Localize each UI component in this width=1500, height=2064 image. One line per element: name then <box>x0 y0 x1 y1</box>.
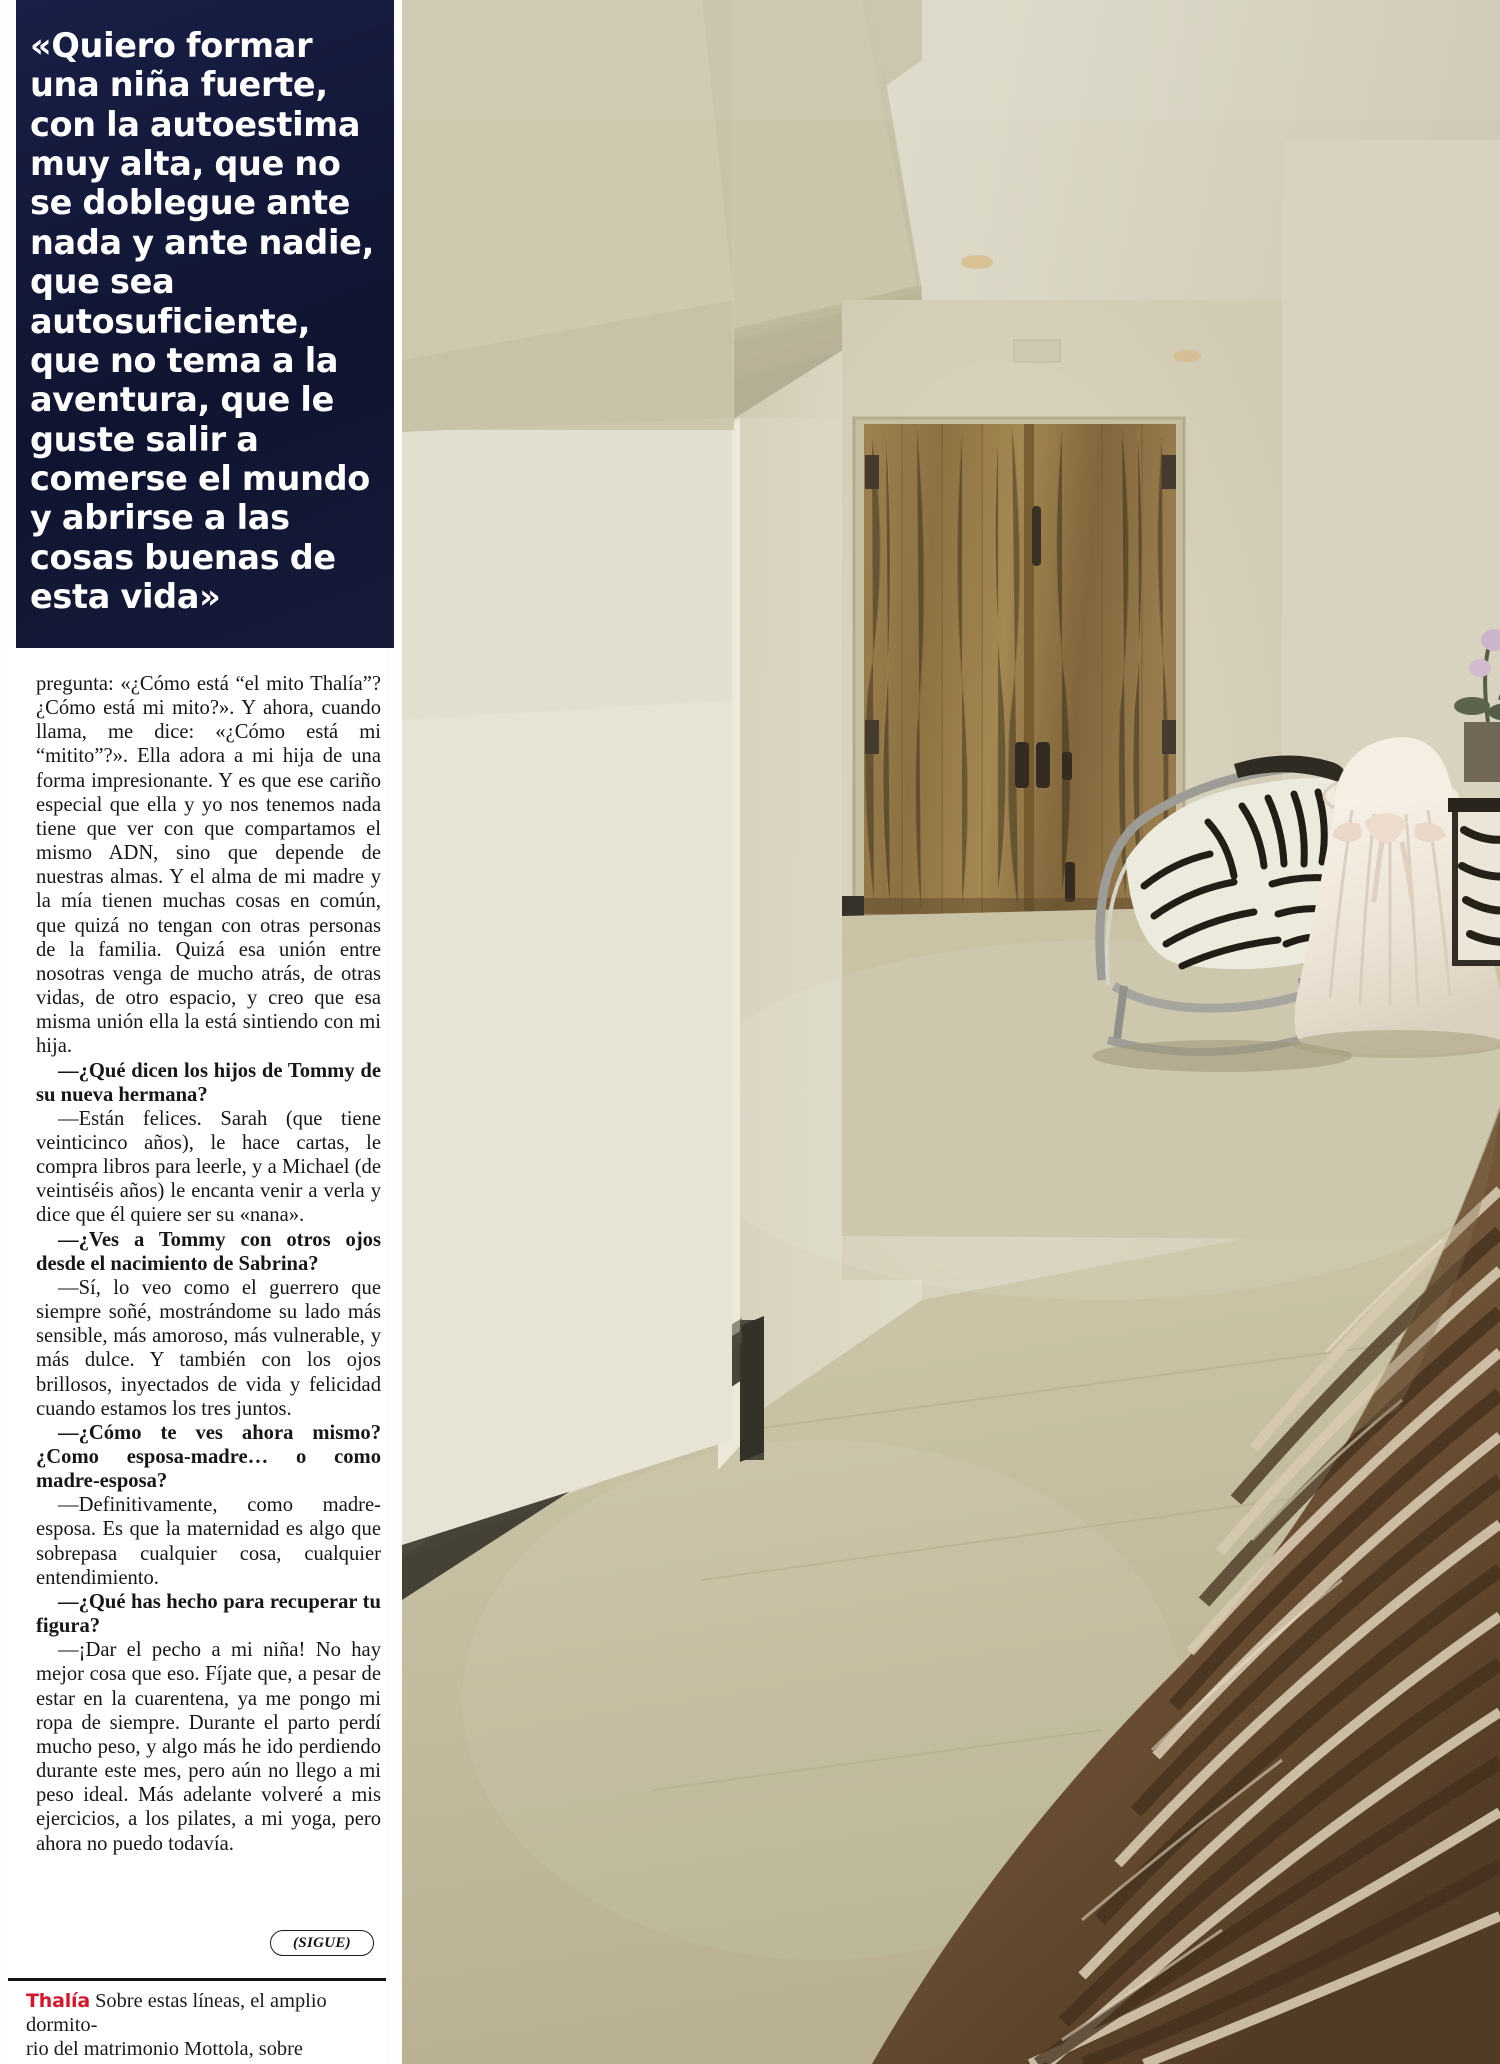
continues-badge <box>270 1930 374 1956</box>
left-text-column <box>8 0 386 2064</box>
interview-answer-3: —Definitivamente, como madre-esposa. Es que la maternidad es algo que sobrepasa cualquier cosa, cualquier entendimiento. <box>36 1494 381 1589</box>
interview-question-2: —¿Ves a Tommy con otros ojos desde el nacimiento de Sabrina? <box>36 1228 381 1275</box>
interview-answer-2: —Sí, lo veo como el guerrero que siempre soñé, mostrándome su lado más sensible, más amoroso, más vulnerable, y más dulce. Y también con los ojos brillosos, inyectados de vida y felicidad cuando estamos los tres juntos. <box>36 1276 381 1420</box>
photo-caption <box>26 1990 378 2062</box>
column-divider-rule <box>8 1978 386 1981</box>
article-body <box>36 672 381 1972</box>
interview-answer-1: —Están felices. Sarah (que tiene veinticinco años), le hace cartas, le compra libros para leerle, y a Michael (de veintiséis años) le encanta venir a verla y dice que él quiere ser su «nana». <box>36 1107 381 1227</box>
bedroom-interior-photo <box>402 0 1500 2064</box>
interview-question-4: —¿Qué has hecho para recuperar tu figura? <box>36 1590 381 1638</box>
pull-quote-box <box>16 0 394 648</box>
caption-line-1 <box>26 1990 378 2038</box>
continues-label: (SIGUE) <box>293 1934 351 1951</box>
interview-question-1: —¿Qué dicen los hijos de Tommy de su nueva hermana? <box>36 1059 381 1106</box>
interview-question-3: —¿Cómo te ves ahora mismo? ¿Como esposa-madre… o como madre-esposa? <box>36 1421 381 1493</box>
caption-brand: Thalía <box>26 1990 90 2012</box>
caption-text-1: Sobre estas líneas, el amplio dormito- <box>26 1990 327 2036</box>
caption-line-2: rio del matrimonio Mottola, sobre <box>26 2037 303 2060</box>
interview-answer-4: —¡Dar el pecho a mi niña! No hay mejor cosa que eso. Fíjate que, a pesar de estar en la cuarentena, ya me pongo mi ropa de siempre. Durante el parto perdí mucho peso, y algo más he ido perdiendo durante este mes, pero aún no llego a mi peso ideal. Más adelante volveré a mis ejercicios, a los pilates, a mi yoga, pero ahora no puedo todavía. <box>36 1639 381 1855</box>
body-paragraph-1: pregunta: «¿Cómo está “el mito Thalía”? ¿Cómo está mi mito?». Y ahora, cuando llama, me dice: «¿Cómo está mi “mitito”?». Ella adora a mi hija de una forma impresionante. Y es que ese cariño especial que ella y yo nos tenemos nada tiene que ver con que compartamos el mismo ADN, sino que depende de nuestras almas. Y el alma de mi madre y la mía tienen muchas cosas en común, que quizá no tengan con otras personas de la familia. Quizá esa unión entre nosotras venga de mucho atrás, de otras vidas, de otro espacio, y creo que esa misma unión ella la está sintiendo con mi hija. <box>36 673 381 1058</box>
pull-quote-text: «Quiero formar una niña fuerte, con la autoestima muy alta, que no se doblegue ante nada y ante nadie, que sea autosuficiente, que no tema a la aventura, que le guste salir a comerse el mundo y abrirse a las cosas buenas de esta vida» <box>30 26 375 617</box>
